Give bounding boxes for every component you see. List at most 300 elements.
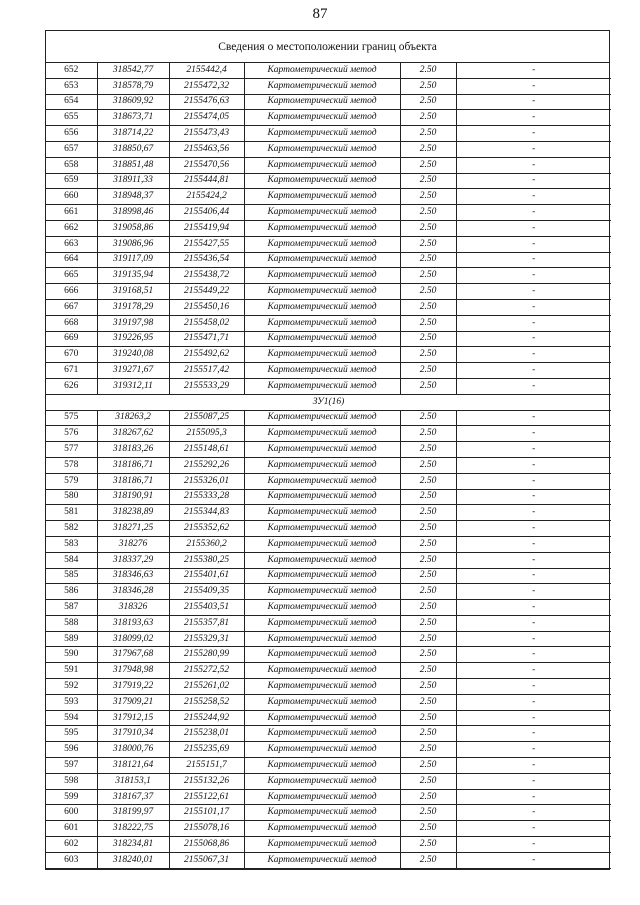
- point-number: 587: [46, 600, 97, 616]
- method-cell: Картометрический метод: [244, 173, 400, 189]
- point-number: 598: [46, 773, 97, 789]
- coordinate-x: 317919,22: [97, 679, 169, 695]
- point-number: 657: [46, 141, 97, 157]
- description-cell: -: [456, 663, 611, 679]
- coordinate-y: 2155419,94: [169, 220, 244, 236]
- table-row: [46, 710, 611, 726]
- table-row: [46, 236, 611, 252]
- table-row: [46, 94, 611, 110]
- coordinate-y: 2155078,16: [169, 821, 244, 837]
- method-cell: Картометрический метод: [244, 442, 400, 458]
- point-number: 581: [46, 505, 97, 521]
- point-number: 586: [46, 584, 97, 600]
- precision-cell: 2.50: [400, 157, 456, 173]
- table-row: [46, 220, 611, 236]
- point-number: 659: [46, 173, 97, 189]
- method-cell: Картометрический метод: [244, 252, 400, 268]
- description-cell: -: [456, 536, 611, 552]
- point-number: 579: [46, 473, 97, 489]
- point-number: 583: [46, 536, 97, 552]
- table-row: [46, 78, 611, 94]
- precision-cell: 2.50: [400, 110, 456, 126]
- table-row: [46, 457, 611, 473]
- description-cell: -: [456, 694, 611, 710]
- coordinate-x: 319086,96: [97, 236, 169, 252]
- coordinate-x: 318190,91: [97, 489, 169, 505]
- method-cell: Картометрический метод: [244, 268, 400, 284]
- description-cell: -: [456, 521, 611, 537]
- method-cell: Картометрический метод: [244, 758, 400, 774]
- coordinate-x: 318851,48: [97, 157, 169, 173]
- coordinate-y: 2155235,69: [169, 742, 244, 758]
- coordinate-x: 318346,28: [97, 584, 169, 600]
- coordinate-y: 2155492,62: [169, 347, 244, 363]
- description-cell: -: [456, 837, 611, 853]
- point-number: 671: [46, 363, 97, 379]
- table-row: [46, 315, 611, 331]
- coordinate-y: 2155470,56: [169, 157, 244, 173]
- precision-cell: 2.50: [400, 615, 456, 631]
- point-number: 577: [46, 442, 97, 458]
- table-row: [46, 852, 611, 868]
- precision-cell: 2.50: [400, 600, 456, 616]
- description-cell: -: [456, 457, 611, 473]
- coordinate-x: 318714,22: [97, 126, 169, 142]
- coordinate-x: 319178,29: [97, 299, 169, 315]
- precision-cell: 2.50: [400, 742, 456, 758]
- point-number: 661: [46, 205, 97, 221]
- coordinate-x: 318263,2: [97, 410, 169, 426]
- coordinate-y: 2155472,32: [169, 78, 244, 94]
- description-cell: -: [456, 821, 611, 837]
- method-cell: Картометрический метод: [244, 789, 400, 805]
- coordinate-x: 318276: [97, 536, 169, 552]
- table-row: [46, 157, 611, 173]
- precision-cell: 2.50: [400, 773, 456, 789]
- precision-cell: 2.50: [400, 220, 456, 236]
- description-cell: -: [456, 568, 611, 584]
- table-row: [46, 378, 611, 394]
- section-label: ЗУ1(16): [46, 394, 611, 410]
- coordinate-y: 2155442,4: [169, 63, 244, 78]
- point-number: 667: [46, 299, 97, 315]
- point-number: 668: [46, 315, 97, 331]
- coordinate-y: 2155473,43: [169, 126, 244, 142]
- description-cell: -: [456, 489, 611, 505]
- table-row: [46, 505, 611, 521]
- precision-cell: 2.50: [400, 568, 456, 584]
- coordinate-x: 318186,71: [97, 457, 169, 473]
- precision-cell: 2.50: [400, 63, 456, 78]
- precision-cell: 2.50: [400, 189, 456, 205]
- coordinate-x: 319226,95: [97, 331, 169, 347]
- coordinate-x: 318998,46: [97, 205, 169, 221]
- table-row: [46, 189, 611, 205]
- description-cell: -: [456, 126, 611, 142]
- description-cell: -: [456, 442, 611, 458]
- method-cell: Картометрический метод: [244, 315, 400, 331]
- coordinate-x: 318238,89: [97, 505, 169, 521]
- coordinate-x: 318153,1: [97, 773, 169, 789]
- coordinate-x: 319271,67: [97, 363, 169, 379]
- precision-cell: 2.50: [400, 552, 456, 568]
- coordinate-x: 318240,01: [97, 852, 169, 868]
- method-cell: Картометрический метод: [244, 378, 400, 394]
- point-number: 576: [46, 426, 97, 442]
- table-row: [46, 789, 611, 805]
- table-row: [46, 726, 611, 742]
- coordinate-y: 2155101,17: [169, 805, 244, 821]
- coordinate-x: 318167,37: [97, 789, 169, 805]
- description-cell: -: [456, 584, 611, 600]
- precision-cell: 2.50: [400, 536, 456, 552]
- method-cell: Картометрический метод: [244, 63, 400, 78]
- coordinate-x: 319312,11: [97, 378, 169, 394]
- point-number: 580: [46, 489, 97, 505]
- method-cell: Картометрический метод: [244, 647, 400, 663]
- point-number: 655: [46, 110, 97, 126]
- coordinate-y: 2155474,05: [169, 110, 244, 126]
- table-row: [46, 758, 611, 774]
- precision-cell: 2.50: [400, 805, 456, 821]
- point-number: 592: [46, 679, 97, 695]
- point-number: 588: [46, 615, 97, 631]
- method-cell: Картометрический метод: [244, 615, 400, 631]
- coordinate-x: 317948,98: [97, 663, 169, 679]
- point-number: 584: [46, 552, 97, 568]
- coordinate-x: 319240,08: [97, 347, 169, 363]
- precision-cell: 2.50: [400, 679, 456, 695]
- coordinate-x: 319135,94: [97, 268, 169, 284]
- table-row: [46, 442, 611, 458]
- coordinate-y: 2155151,7: [169, 758, 244, 774]
- method-cell: Картометрический метод: [244, 568, 400, 584]
- precision-cell: 2.50: [400, 442, 456, 458]
- point-number: 578: [46, 457, 97, 473]
- coordinate-y: 2155517,42: [169, 363, 244, 379]
- description-cell: -: [456, 173, 611, 189]
- coordinate-y: 2155476,63: [169, 94, 244, 110]
- coordinate-x: 318850,67: [97, 141, 169, 157]
- coordinate-y: 2155329,31: [169, 631, 244, 647]
- precision-cell: 2.50: [400, 505, 456, 521]
- section-row: [46, 394, 611, 410]
- method-cell: Картометрический метод: [244, 694, 400, 710]
- coordinate-x: 318267,62: [97, 426, 169, 442]
- precision-cell: 2.50: [400, 173, 456, 189]
- coordinate-y: 2155458,02: [169, 315, 244, 331]
- description-cell: -: [456, 505, 611, 521]
- table-row: [46, 126, 611, 142]
- table-row: [46, 489, 611, 505]
- table-row: [46, 663, 611, 679]
- coordinate-x: 318186,71: [97, 473, 169, 489]
- description-cell: -: [456, 189, 611, 205]
- method-cell: Картометрический метод: [244, 426, 400, 442]
- method-cell: Картометрический метод: [244, 157, 400, 173]
- description-cell: -: [456, 236, 611, 252]
- point-number: 599: [46, 789, 97, 805]
- method-cell: Картометрический метод: [244, 331, 400, 347]
- coordinate-x: 317909,21: [97, 694, 169, 710]
- method-cell: Картометрический метод: [244, 110, 400, 126]
- coordinate-x: 319058,86: [97, 220, 169, 236]
- precision-cell: 2.50: [400, 821, 456, 837]
- coordinate-x: 318000,76: [97, 742, 169, 758]
- coordinate-x: 318578,79: [97, 78, 169, 94]
- method-cell: Картометрический метод: [244, 299, 400, 315]
- point-number: 597: [46, 758, 97, 774]
- method-cell: Картометрический метод: [244, 521, 400, 537]
- method-cell: Картометрический метод: [244, 189, 400, 205]
- coordinate-x: 317910,34: [97, 726, 169, 742]
- coordinate-x: 318199,97: [97, 805, 169, 821]
- description-cell: -: [456, 94, 611, 110]
- method-cell: Картометрический метод: [244, 347, 400, 363]
- method-cell: Картометрический метод: [244, 679, 400, 695]
- coordinate-y: 2155436,54: [169, 252, 244, 268]
- coordinate-x: 318222,75: [97, 821, 169, 837]
- point-number: 658: [46, 157, 97, 173]
- precision-cell: 2.50: [400, 457, 456, 473]
- coordinate-y: 2155427,55: [169, 236, 244, 252]
- description-cell: -: [456, 679, 611, 695]
- method-cell: Картометрический метод: [244, 220, 400, 236]
- description-cell: -: [456, 426, 611, 442]
- coordinate-y: 2155238,01: [169, 726, 244, 742]
- table-row: [46, 615, 611, 631]
- precision-cell: 2.50: [400, 410, 456, 426]
- coordinate-x: 318271,25: [97, 521, 169, 537]
- precision-cell: 2.50: [400, 852, 456, 868]
- table-row: [46, 600, 611, 616]
- coordinate-x: 317967,68: [97, 647, 169, 663]
- coordinate-y: 2155122,61: [169, 789, 244, 805]
- coordinate-x: 318193,63: [97, 615, 169, 631]
- description-cell: -: [456, 647, 611, 663]
- coordinate-x: 317912,15: [97, 710, 169, 726]
- description-cell: -: [456, 378, 611, 394]
- table-row: [46, 837, 611, 853]
- description-cell: -: [456, 315, 611, 331]
- coordinate-y: 2155068,86: [169, 837, 244, 853]
- method-cell: Картометрический метод: [244, 710, 400, 726]
- precision-cell: 2.50: [400, 663, 456, 679]
- precision-cell: 2.50: [400, 94, 456, 110]
- point-number: 602: [46, 837, 97, 853]
- point-number: 660: [46, 189, 97, 205]
- coordinate-y: 2155463,56: [169, 141, 244, 157]
- table-row: [46, 331, 611, 347]
- coordinate-y: 2155095,3: [169, 426, 244, 442]
- precision-cell: 2.50: [400, 284, 456, 300]
- precision-cell: 2.50: [400, 331, 456, 347]
- description-cell: -: [456, 631, 611, 647]
- point-number: 670: [46, 347, 97, 363]
- table-row: [46, 252, 611, 268]
- description-cell: -: [456, 758, 611, 774]
- point-number: 662: [46, 220, 97, 236]
- precision-cell: 2.50: [400, 710, 456, 726]
- point-number: 585: [46, 568, 97, 584]
- point-number: 595: [46, 726, 97, 742]
- coordinate-y: 2155424,2: [169, 189, 244, 205]
- point-number: 590: [46, 647, 97, 663]
- coordinate-x: 318542,77: [97, 63, 169, 78]
- description-cell: -: [456, 268, 611, 284]
- table-body: [46, 63, 611, 868]
- description-cell: -: [456, 742, 611, 758]
- method-cell: Картометрический метод: [244, 78, 400, 94]
- method-cell: Картометрический метод: [244, 726, 400, 742]
- coordinate-x: 318234,81: [97, 837, 169, 853]
- precision-cell: 2.50: [400, 252, 456, 268]
- point-number: 626: [46, 378, 97, 394]
- method-cell: Картометрический метод: [244, 410, 400, 426]
- description-cell: -: [456, 773, 611, 789]
- boundary-table: [45, 30, 610, 870]
- point-number: 665: [46, 268, 97, 284]
- coordinate-y: 2155438,72: [169, 268, 244, 284]
- coordinate-y: 2155409,35: [169, 584, 244, 600]
- table-row: [46, 631, 611, 647]
- table-row: [46, 284, 611, 300]
- page-number: 87: [312, 6, 328, 22]
- table-row: [46, 552, 611, 568]
- description-cell: -: [456, 157, 611, 173]
- coordinate-x: 319117,09: [97, 252, 169, 268]
- description-cell: -: [456, 299, 611, 315]
- method-cell: Картометрический метод: [244, 205, 400, 221]
- description-cell: -: [456, 78, 611, 94]
- table-row: [46, 173, 611, 189]
- method-cell: Картометрический метод: [244, 742, 400, 758]
- description-cell: -: [456, 220, 611, 236]
- method-cell: Картометрический метод: [244, 363, 400, 379]
- point-number: 663: [46, 236, 97, 252]
- method-cell: Картометрический метод: [244, 552, 400, 568]
- precision-cell: 2.50: [400, 489, 456, 505]
- method-cell: Картометрический метод: [244, 773, 400, 789]
- table-row: [46, 473, 611, 489]
- coordinate-x: 318121,64: [97, 758, 169, 774]
- table-row: [46, 63, 611, 78]
- coordinate-y: 2155326,01: [169, 473, 244, 489]
- precision-cell: 2.50: [400, 521, 456, 537]
- point-number: 669: [46, 331, 97, 347]
- point-number: 653: [46, 78, 97, 94]
- coordinate-x: 319168,51: [97, 284, 169, 300]
- description-cell: -: [456, 600, 611, 616]
- method-cell: Картометрический метод: [244, 284, 400, 300]
- point-number: 596: [46, 742, 97, 758]
- precision-cell: 2.50: [400, 694, 456, 710]
- point-number: 593: [46, 694, 97, 710]
- method-cell: Картометрический метод: [244, 852, 400, 868]
- coordinate-y: 2155067,31: [169, 852, 244, 868]
- method-cell: Картометрический метод: [244, 631, 400, 647]
- coordinate-x: 319197,98: [97, 315, 169, 331]
- method-cell: Картометрический метод: [244, 126, 400, 142]
- coordinate-y: 2155132,26: [169, 773, 244, 789]
- table-row: [46, 110, 611, 126]
- method-cell: Картометрический метод: [244, 489, 400, 505]
- point-number: 594: [46, 710, 97, 726]
- precision-cell: 2.50: [400, 789, 456, 805]
- precision-cell: 2.50: [400, 205, 456, 221]
- coordinate-x: 318326: [97, 600, 169, 616]
- method-cell: Картометрический метод: [244, 600, 400, 616]
- precision-cell: 2.50: [400, 347, 456, 363]
- table-row: [46, 536, 611, 552]
- method-cell: Картометрический метод: [244, 536, 400, 552]
- table-row: [46, 521, 611, 537]
- point-number: 664: [46, 252, 97, 268]
- precision-cell: 2.50: [400, 268, 456, 284]
- coordinate-y: 2155406,44: [169, 205, 244, 221]
- precision-cell: 2.50: [400, 426, 456, 442]
- coordinate-x: 318337,29: [97, 552, 169, 568]
- description-cell: -: [456, 410, 611, 426]
- table-row: [46, 568, 611, 584]
- coordinate-y: 2155258,52: [169, 694, 244, 710]
- method-cell: Картометрический метод: [244, 473, 400, 489]
- method-cell: Картометрический метод: [244, 805, 400, 821]
- coordinates-table: [46, 63, 611, 869]
- precision-cell: 2.50: [400, 473, 456, 489]
- method-cell: Картометрический метод: [244, 584, 400, 600]
- precision-cell: 2.50: [400, 126, 456, 142]
- method-cell: Картометрический метод: [244, 505, 400, 521]
- description-cell: -: [456, 789, 611, 805]
- coordinate-y: 2155352,62: [169, 521, 244, 537]
- table-row: [46, 299, 611, 315]
- point-number: 582: [46, 521, 97, 537]
- table-row: [46, 821, 611, 837]
- table-row: [46, 584, 611, 600]
- coordinate-y: 2155380,25: [169, 552, 244, 568]
- point-number: 654: [46, 94, 97, 110]
- description-cell: -: [456, 63, 611, 78]
- precision-cell: 2.50: [400, 141, 456, 157]
- method-cell: Картометрический метод: [244, 457, 400, 473]
- coordinate-y: 2155403,51: [169, 600, 244, 616]
- table-row: [46, 773, 611, 789]
- coordinate-x: 318346,63: [97, 568, 169, 584]
- description-cell: -: [456, 726, 611, 742]
- point-number: 589: [46, 631, 97, 647]
- coordinate-x: 318911,33: [97, 173, 169, 189]
- coordinate-x: 318673,71: [97, 110, 169, 126]
- coordinate-x: 318183,26: [97, 442, 169, 458]
- precision-cell: 2.50: [400, 363, 456, 379]
- coordinate-y: 2155333,28: [169, 489, 244, 505]
- description-cell: -: [456, 110, 611, 126]
- method-cell: Картометрический метод: [244, 821, 400, 837]
- coordinate-x: 318948,37: [97, 189, 169, 205]
- method-cell: Картометрический метод: [244, 236, 400, 252]
- coordinate-y: 2155280,99: [169, 647, 244, 663]
- point-number: 652: [46, 63, 97, 78]
- description-cell: -: [456, 141, 611, 157]
- precision-cell: 2.50: [400, 315, 456, 331]
- description-cell: -: [456, 363, 611, 379]
- precision-cell: 2.50: [400, 78, 456, 94]
- description-cell: -: [456, 205, 611, 221]
- coordinate-y: 2155261,02: [169, 679, 244, 695]
- table-row: [46, 679, 611, 695]
- coordinate-y: 2155244,92: [169, 710, 244, 726]
